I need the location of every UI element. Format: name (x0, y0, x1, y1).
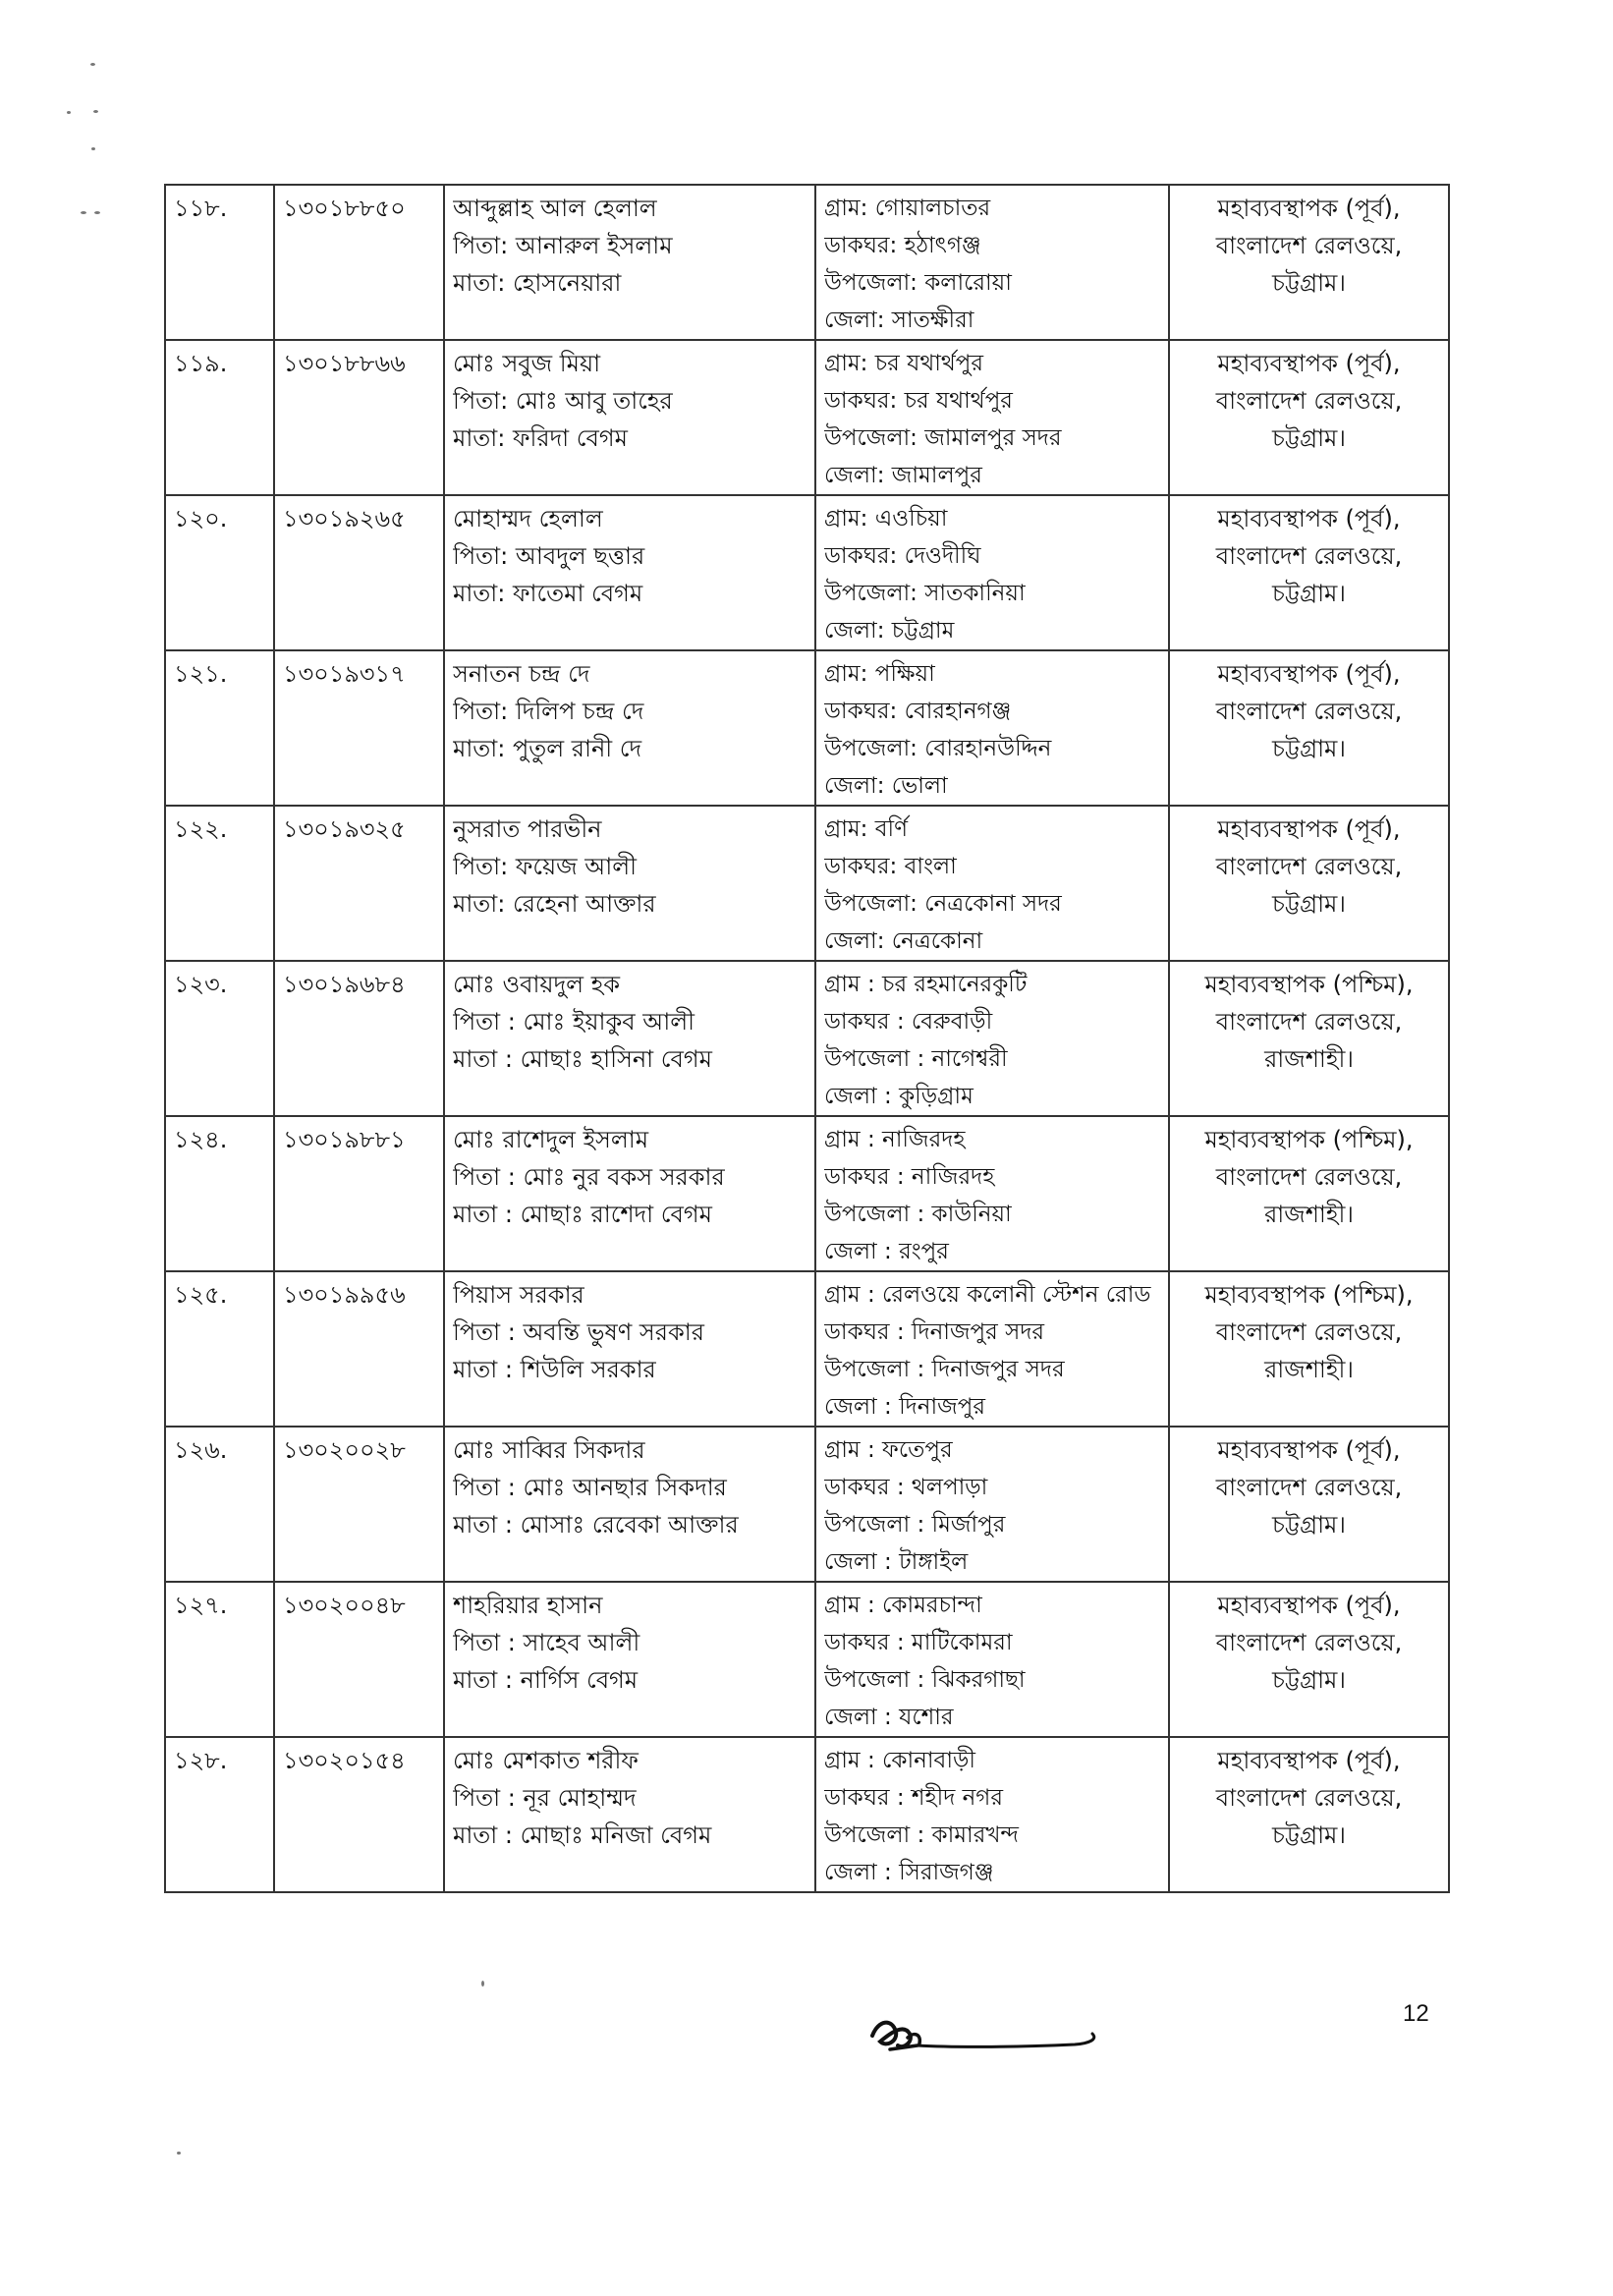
address-village: গ্রাম : কোমরচান্দা (824, 1593, 982, 1618)
address-village: গ্রাম : চর রহমানেরকুটি (824, 972, 1028, 997)
posting-cell (1169, 1582, 1449, 1737)
posting-line: বাংলাদেশ রেলওয়ে, (1215, 542, 1403, 570)
mother-name: মাতা: হোসনেয়ারা (453, 269, 622, 297)
candidate-name: মোঃ মেশকাত শরীফ (453, 1747, 639, 1774)
posting-line: বাংলাদেশ রেলওয়ে, (1215, 387, 1403, 415)
serial-number: ১২৫. (174, 1281, 228, 1309)
name-cell (444, 495, 815, 650)
address-post-office: ডাকঘর: চর যথার্থপুর (824, 388, 1013, 414)
scan-speck (81, 211, 86, 214)
address-cell (815, 340, 1169, 495)
candidate-name: শাহরিয়ার হাসান (453, 1592, 603, 1619)
address-post-office: ডাকঘর : শহীদ নগর (824, 1785, 1004, 1811)
serial-cell (165, 961, 274, 1116)
posting-line: চট্টগ্রাম। (1272, 580, 1346, 607)
posting-line: বাংলাদেশ রেলওয়ে, (1215, 698, 1403, 725)
roll-number: ১৩০২০০৪৮ (283, 1592, 406, 1619)
roll-cell (274, 1271, 444, 1427)
address-upazila: উপজেলা : কামারখন্দ (824, 1822, 1019, 1848)
table-row (165, 1427, 1449, 1582)
posting-line: মহাব্যবস্থাপক (পূর্ব), (1217, 660, 1401, 688)
address-upazila: উপজেলা : কাউনিয়া (824, 1202, 1012, 1227)
roll-number: ১৩০১৮৮৬৬ (283, 350, 406, 377)
roll-number: ১৩০১৯৩২৫ (283, 815, 406, 843)
candidate-table-body (165, 185, 1449, 1892)
serial-number: ১১৮. (174, 195, 228, 222)
posting-cell (1169, 1737, 1449, 1892)
candidate-name: মোহাম্মদ হেলাল (453, 505, 603, 532)
roll-cell (274, 961, 444, 1116)
address-upazila: উপজেলা : নাগেশ্বরী (824, 1046, 1008, 1072)
roll-cell (274, 1116, 444, 1271)
name-cell (444, 650, 815, 806)
posting-line: চট্টগ্রাম। (1272, 1666, 1346, 1694)
roll-number: ১৩০১৯৮৮১ (283, 1126, 406, 1153)
posting-line: বাংলাদেশ রেলওয়ে, (1215, 1629, 1403, 1656)
father-name: পিতা: ফয়েজ আলী (453, 853, 638, 880)
posting-cell (1169, 806, 1449, 961)
posting-line: চট্টগ্রাম। (1272, 1511, 1346, 1539)
name-cell (444, 340, 815, 495)
address-district: জেলা : দিনাজপুর (824, 1394, 985, 1420)
address-cell (815, 185, 1169, 340)
candidate-table (164, 184, 1450, 1893)
father-name: পিতা : নূর মোহাম্মদ (453, 1784, 637, 1812)
father-name: পিতা : সাহেব আলী (453, 1629, 640, 1656)
address-district: জেলা : সিরাজগঞ্জ (824, 1860, 994, 1885)
scan-speck (93, 110, 98, 113)
scan-speck (177, 2152, 181, 2155)
name-cell (444, 1116, 815, 1271)
serial-cell (165, 650, 274, 806)
posting-line: মহাব্যবস্থাপক (পশ্চিম), (1204, 971, 1414, 998)
table-row (165, 650, 1449, 806)
address-district: জেলা : যশোর (824, 1705, 954, 1730)
scan-speck (67, 111, 71, 114)
posting-line: মহাব্যবস্থাপক (পূর্ব), (1217, 1436, 1401, 1464)
address-upazila: উপজেলা: সাতকানিয়া (824, 581, 1026, 606)
name-cell (444, 1737, 815, 1892)
address-cell (815, 1271, 1169, 1427)
mother-name: মাতা : মোছাঃ হাসিনা বেগম (453, 1045, 712, 1073)
address-upazila: উপজেলা : দিনাজপুর সদর (824, 1357, 1065, 1382)
posting-line: মহাব্যবস্থাপক (পশ্চিম), (1204, 1126, 1414, 1153)
mother-name: মাতা : মোসাঃ রেবেকা আক্তার (453, 1511, 739, 1539)
address-district: জেলা: জামালপুর (824, 463, 982, 488)
roll-cell (274, 806, 444, 961)
serial-number: ১২৪. (174, 1126, 228, 1153)
posting-line: রাজশাহী। (1264, 1356, 1354, 1383)
serial-cell (165, 1737, 274, 1892)
address-village: গ্রাম: বর্ণি (824, 816, 909, 842)
posting-line: রাজশাহী। (1264, 1201, 1354, 1228)
address-village: গ্রাম: গোয়ালচাতর (824, 196, 991, 221)
name-cell (444, 1271, 815, 1427)
name-cell (444, 1427, 815, 1582)
address-cell (815, 1582, 1169, 1737)
name-cell (444, 185, 815, 340)
address-village: গ্রাম: পক্ষিয়া (824, 661, 935, 687)
table-row (165, 1116, 1449, 1271)
table-row (165, 806, 1449, 961)
address-village: গ্রাম : কোনাবাড়ী (824, 1748, 976, 1773)
address-post-office: ডাকঘর : নাজিরদহ (824, 1164, 995, 1190)
address-district: জেলা: চট্টগ্রাম (824, 618, 955, 644)
mother-name: মাতা : মোছাঃ রাশেদা বেগম (453, 1201, 712, 1228)
table-row (165, 340, 1449, 495)
name-cell (444, 806, 815, 961)
posting-line: মহাব্যবস্থাপক (পূর্ব), (1217, 1747, 1401, 1774)
table-row (165, 185, 1449, 340)
posting-cell (1169, 185, 1449, 340)
serial-number: ১১৯. (174, 350, 228, 377)
posting-cell (1169, 650, 1449, 806)
address-post-office: ডাকঘর : থলপাড়া (824, 1475, 988, 1500)
father-name: পিতা : অবন্তি ভুষণ সরকার (453, 1318, 704, 1346)
posting-cell (1169, 495, 1449, 650)
roll-cell (274, 340, 444, 495)
roll-number: ১৩০১৯৩১৭ (283, 660, 406, 688)
roll-cell (274, 185, 444, 340)
posting-line: চট্টগ্রাম। (1272, 735, 1346, 762)
father-name: পিতা: আবদুল ছত্তার (453, 542, 645, 570)
posting-line: রাজশাহী। (1264, 1045, 1354, 1073)
roll-cell (274, 1427, 444, 1582)
address-upazila: উপজেলা: বোরহানউদ্দিন (824, 736, 1052, 761)
address-village: গ্রাম : নাজিরদহ (824, 1127, 966, 1152)
roll-number: ১৩০১৯২৬৫ (283, 505, 406, 532)
mother-name: মাতা : নার্গিস বেগম (453, 1666, 639, 1694)
roll-cell (274, 1582, 444, 1737)
posting-line: বাংলাদেশ রেলওয়ে, (1215, 853, 1403, 880)
address-cell (815, 1427, 1169, 1582)
signature (853, 2002, 1116, 2071)
posting-line: মহাব্যবস্থাপক (পশ্চিম), (1204, 1281, 1414, 1309)
address-district: জেলা : কুড়িগ্রাম (824, 1084, 973, 1109)
roll-number: ১৩০১৯৬৮৪ (283, 971, 406, 998)
serial-cell (165, 1116, 274, 1271)
mother-name: মাতা: ফরিদা বেগম (453, 424, 628, 452)
posting-line: মহাব্যবস্থাপক (পূর্ব), (1217, 1592, 1401, 1619)
candidate-name: মোঃ সবুজ মিয়া (453, 350, 601, 377)
posting-line: বাংলাদেশ রেলওয়ে, (1215, 1474, 1403, 1501)
address-post-office: ডাকঘর: হঠাৎগঞ্জ (824, 233, 981, 258)
posting-cell (1169, 961, 1449, 1116)
table-row (165, 495, 1449, 650)
address-district: জেলা: সাতক্ষীরা (824, 308, 974, 333)
serial-number: ১২৭. (174, 1592, 228, 1619)
serial-cell (165, 185, 274, 340)
serial-cell (165, 806, 274, 961)
roll-number: ১৩০২০১৫৪ (283, 1747, 406, 1774)
address-post-office: ডাকঘর : বেরুবাড়ী (824, 1009, 993, 1035)
serial-cell (165, 1427, 274, 1582)
mother-name: মাতা: ফাতেমা বেগম (453, 580, 643, 607)
address-village: গ্রাম: এওচিয়া (824, 506, 948, 532)
father-name: পিতা : মোঃ নুর বকস সরকার (453, 1163, 725, 1191)
address-cell (815, 1116, 1169, 1271)
candidate-name: নুসরাত পারভীন (453, 815, 602, 843)
roll-cell (274, 650, 444, 806)
serial-number: ১২৩. (174, 971, 228, 998)
posting-line: চট্টগ্রাম। (1272, 1821, 1346, 1849)
posting-line: চট্টগ্রাম। (1272, 890, 1346, 918)
posting-line: বাংলাদেশ রেলওয়ে, (1215, 1784, 1403, 1812)
candidate-name: মোঃ ওবায়দুল হক (453, 971, 621, 998)
mother-name: মাতা : শিউলি সরকার (453, 1356, 656, 1383)
serial-cell (165, 340, 274, 495)
address-upazila: উপজেলা : মির্জাপুর (824, 1512, 1006, 1538)
posting-line: বাংলাদেশ রেলওয়ে, (1215, 1008, 1403, 1036)
address-upazila: উপজেলা : ঝিকরগাছা (824, 1667, 1026, 1693)
address-village: গ্রাম: চর যথার্থপুর (824, 351, 984, 376)
mother-name: মাতা: পুতুল রানী দে (453, 735, 642, 762)
roll-number: ১৩০১৮৮৫০ (283, 195, 406, 222)
table-row (165, 961, 1449, 1116)
address-post-office: ডাকঘর: বোরহানগঞ্জ (824, 699, 1012, 724)
posting-line: বাংলাদেশ রেলওয়ে, (1215, 1318, 1403, 1346)
table-row (165, 1737, 1449, 1892)
address-district: জেলা : টাঙ্গাইল (824, 1549, 969, 1575)
posting-line: মহাব্যবস্থাপক (পূর্ব), (1217, 815, 1401, 843)
posting-line: বাংলাদেশ রেলওয়ে, (1215, 232, 1403, 259)
serial-number: ১২০. (174, 505, 228, 532)
posting-line: মহাব্যবস্থাপক (পূর্ব), (1217, 350, 1401, 377)
name-cell (444, 961, 815, 1116)
address-district: জেলা : রংপুর (824, 1239, 949, 1264)
candidate-name: মোঃ সাব্বির সিকদার (453, 1436, 645, 1464)
candidate-name: মোঃ রাশেদুল ইসলাম (453, 1126, 649, 1153)
address-cell (815, 961, 1169, 1116)
address-district: জেলা: ভোলা (824, 773, 948, 799)
name-cell (444, 1582, 815, 1737)
posting-line: বাংলাদেশ রেলওয়ে, (1215, 1163, 1403, 1191)
serial-number: ১২৮. (174, 1747, 228, 1774)
scan-speck (94, 211, 100, 214)
address-village: গ্রাম : রেলওয়ে কলোনী স্টেশন রোড (824, 1282, 1151, 1308)
roll-number: ১৩০২০০২৮ (283, 1436, 406, 1464)
address-post-office: ডাকঘর : দিনাজপুর সদর (824, 1319, 1045, 1345)
roll-number: ১৩০১৯৯৫৬ (283, 1281, 406, 1309)
serial-cell (165, 1582, 274, 1737)
father-name: পিতা : মোঃ ইয়াকুব আলী (453, 1008, 695, 1036)
posting-line: চট্টগ্রাম। (1272, 269, 1346, 297)
address-cell (815, 806, 1169, 961)
address-cell (815, 1737, 1169, 1892)
address-upazila: উপজেলা: নেত্রকোনা সদর (824, 891, 1062, 917)
posting-cell (1169, 1427, 1449, 1582)
table-row (165, 1582, 1449, 1737)
address-post-office: ডাকঘর: বাংলা (824, 854, 957, 879)
candidate-name: আব্দুল্লাহ আল হেলাল (453, 195, 657, 222)
father-name: পিতা: আনারুল ইসলাম (453, 232, 673, 259)
roll-cell (274, 1737, 444, 1892)
serial-number: ১২৬. (174, 1436, 228, 1464)
posting-line: মহাব্যবস্থাপক (পূর্ব), (1217, 195, 1401, 222)
father-name: পিতা: মোঃ আবু তাহের (453, 387, 673, 415)
address-upazila: উপজেলা: কলারোয়া (824, 270, 1012, 296)
posting-cell (1169, 1271, 1449, 1427)
address-upazila: উপজেলা: জামালপুর সদর (824, 425, 1062, 451)
posting-line: মহাব্যবস্থাপক (পূর্ব), (1217, 505, 1401, 532)
table-row (165, 1271, 1449, 1427)
address-cell (815, 495, 1169, 650)
address-village: গ্রাম : ফতেপুর (824, 1437, 953, 1463)
scan-speck (481, 1981, 484, 1987)
page-number: 12 (1403, 2000, 1429, 2027)
mother-name: মাতা: রেহেনা আক্তার (453, 890, 656, 918)
scan-speck (91, 147, 95, 150)
candidate-name: সনাতন চন্দ্র দে (453, 660, 590, 688)
address-post-office: ডাকঘর: দেওদীঘি (824, 543, 981, 569)
posting-line: চট্টগ্রাম। (1272, 424, 1346, 452)
posting-cell (1169, 1116, 1449, 1271)
serial-cell (165, 1271, 274, 1427)
serial-number: ১২১. (174, 660, 228, 688)
father-name: পিতা: দিলিপ চন্দ্র দে (453, 698, 644, 725)
serial-cell (165, 495, 274, 650)
serial-number: ১২২. (174, 815, 228, 843)
address-district: জেলা: নেত্রকোনা (824, 928, 983, 954)
posting-cell (1169, 340, 1449, 495)
roll-cell (274, 495, 444, 650)
father-name: পিতা : মোঃ আনছার সিকদার (453, 1474, 727, 1501)
candidate-name: পিয়াস সরকার (453, 1281, 584, 1309)
mother-name: মাতা : মোছাঃ মনিজা বেগম (453, 1821, 712, 1849)
scan-speck (90, 63, 95, 66)
address-post-office: ডাকঘর : মাটিকোমরা (824, 1630, 1013, 1655)
address-cell (815, 650, 1169, 806)
